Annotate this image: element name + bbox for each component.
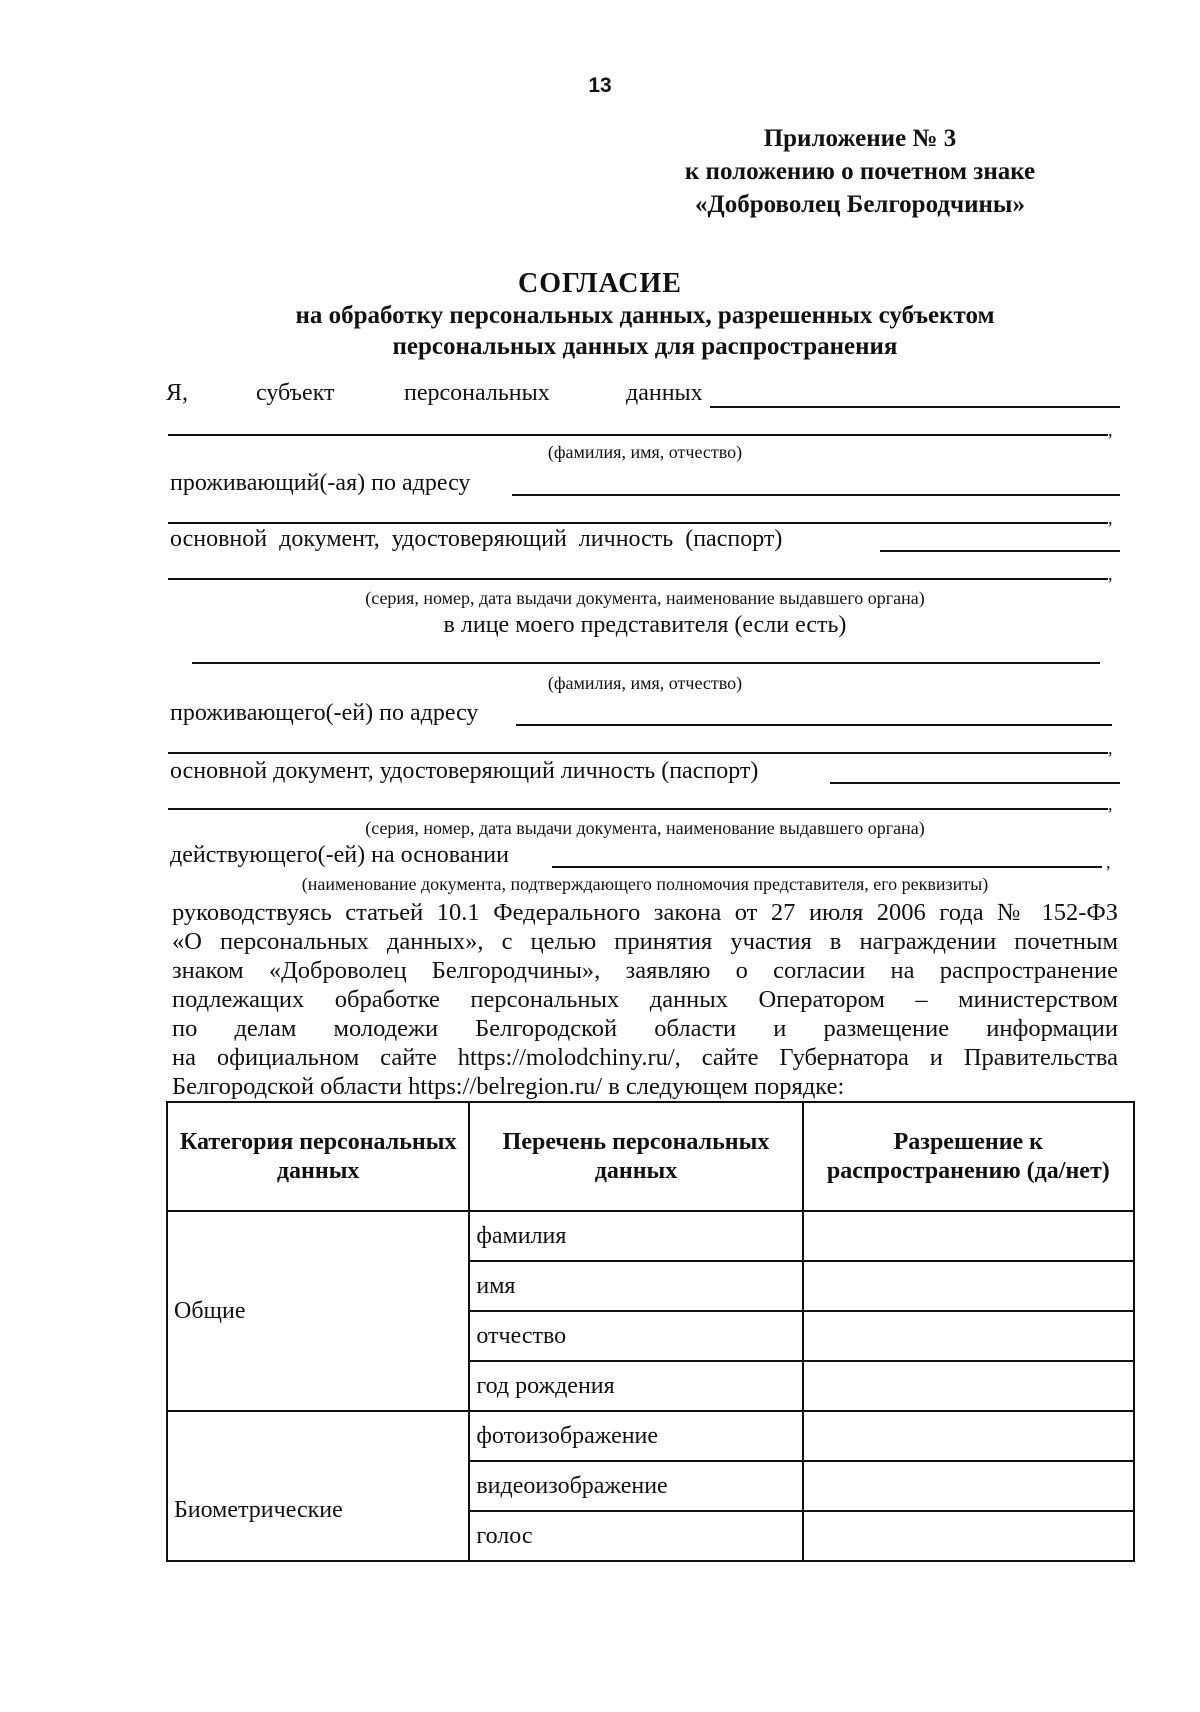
rep-document-field-2[interactable] xyxy=(168,808,1108,810)
comma: , xyxy=(1108,508,1113,528)
body-line-7: Белгородской области https://belregion.ru/ в следующем порядке: xyxy=(172,1073,845,1100)
table-header-row xyxy=(167,1102,1134,1211)
comma: , xyxy=(1106,852,1111,872)
document-field-2[interactable] xyxy=(168,578,1108,580)
item-cell: видеоизображение xyxy=(469,1461,802,1511)
permission-cell[interactable] xyxy=(803,1311,1134,1361)
comma: , xyxy=(1108,420,1113,440)
rep-document-label: основной документ, удостоверяющий личность (паспорт) xyxy=(170,758,759,784)
basis-hint: (наименование документа, подтверждающего полномочия представителя, его реквизиты) xyxy=(301,874,989,894)
address-label: проживающий(-ая) по адресу xyxy=(170,470,471,496)
representative-label: в лице моего представителя (если есть) xyxy=(443,612,847,638)
permission-cell[interactable] xyxy=(803,1361,1134,1411)
annex-line-2: к положению о почетном знаке xyxy=(684,158,1036,185)
subtitle-line-2: персональных данных для распространения xyxy=(392,333,898,360)
page-number: 13 xyxy=(588,74,612,97)
body-line-1: руководствуясь статьей 10.1 Федерального закона от 27 июля 2006 года № 152-ФЗ xyxy=(172,899,1118,926)
subject-word-3: данных xyxy=(626,380,703,406)
subject-fio-field[interactable] xyxy=(710,406,1120,408)
document-title: СОГЛАСИЕ xyxy=(518,268,682,299)
rep-address-field[interactable] xyxy=(516,724,1112,726)
annex-header xyxy=(640,122,1080,221)
consent-table xyxy=(166,1101,1135,1562)
body-line-6: на официальном сайте https://molodchiny.ru/, сайте Губернатора и Правительства xyxy=(172,1044,1118,1071)
rep-document-hint: (серия, номер, дата выдачи документа, наименование выдавшего органа) xyxy=(365,818,925,838)
comma: , xyxy=(1108,738,1113,758)
representative-fio-field[interactable] xyxy=(192,662,1100,664)
item-cell: фотоизображение xyxy=(469,1411,802,1461)
body-line-5: по делам молодежи Белгородской области и размещение информации xyxy=(172,1015,1118,1042)
body-line-2: «О персональных данных», с целью принятия участия в награждении почетным xyxy=(172,928,1118,955)
fio-hint: (фамилия, имя, отчество) xyxy=(547,442,743,462)
comma: , xyxy=(1108,564,1113,584)
subtitle-line-1: на обработку персональных данных, разрешенных субъектом xyxy=(295,302,995,329)
header-permission: Разрешение к распространению (да/нет) xyxy=(803,1102,1134,1211)
header-list: Перечень персональных данных xyxy=(469,1102,802,1211)
document-label: основной документ, удостоверяющий личность (паспорт) xyxy=(170,526,783,552)
document-hint: (серия, номер, дата выдачи документа, наименование выдавшего органа) xyxy=(365,588,925,608)
rep-address-label: проживающего(-ей) по адресу xyxy=(170,700,479,726)
document-subtitle xyxy=(0,300,1200,362)
item-cell: фамилия xyxy=(469,1211,802,1261)
document-field[interactable] xyxy=(880,550,1120,552)
rep-address-field-2[interactable] xyxy=(168,752,1108,754)
subject-ya: Я, xyxy=(166,380,189,406)
category-cell-biometric: Биометрические xyxy=(167,1411,469,1561)
permission-cell[interactable] xyxy=(803,1211,1134,1261)
basis-field[interactable] xyxy=(552,866,1102,868)
subject-fio-field-2[interactable] xyxy=(168,434,1108,436)
item-cell: отчество xyxy=(469,1311,802,1361)
comma: , xyxy=(1108,794,1113,814)
header-category: Категория персональных данных xyxy=(167,1102,469,1211)
address-field[interactable] xyxy=(512,494,1120,496)
permission-cell[interactable] xyxy=(803,1511,1134,1561)
category-cell-general: Общие xyxy=(167,1211,469,1411)
basis-label: действующего(-ей) на основании xyxy=(170,842,509,868)
rep-fio-hint: (фамилия, имя, отчество) xyxy=(547,673,743,693)
subject-word-2: персональных xyxy=(404,380,550,406)
table-row xyxy=(167,1411,1134,1461)
item-cell: имя xyxy=(469,1261,802,1311)
body-line-3: знаком «Доброволец Белгородчины», заявляю о согласии на распространение xyxy=(172,957,1118,984)
rep-document-field[interactable] xyxy=(830,782,1120,784)
table-row xyxy=(167,1211,1134,1261)
body-line-4: подлежащих обработке персональных данных Оператором – министерством xyxy=(172,986,1118,1013)
address-field-2[interactable] xyxy=(168,522,1108,524)
permission-cell[interactable] xyxy=(803,1261,1134,1311)
subject-word-1: субъект xyxy=(256,380,335,406)
annex-line-3: «Доброволец Белгородчины» xyxy=(695,191,1025,218)
permission-cell[interactable] xyxy=(803,1461,1134,1511)
permission-cell[interactable] xyxy=(803,1411,1134,1461)
item-cell: год рождения xyxy=(469,1361,802,1411)
item-cell: голос xyxy=(469,1511,802,1561)
annex-line-1: Приложение № 3 xyxy=(763,125,957,152)
